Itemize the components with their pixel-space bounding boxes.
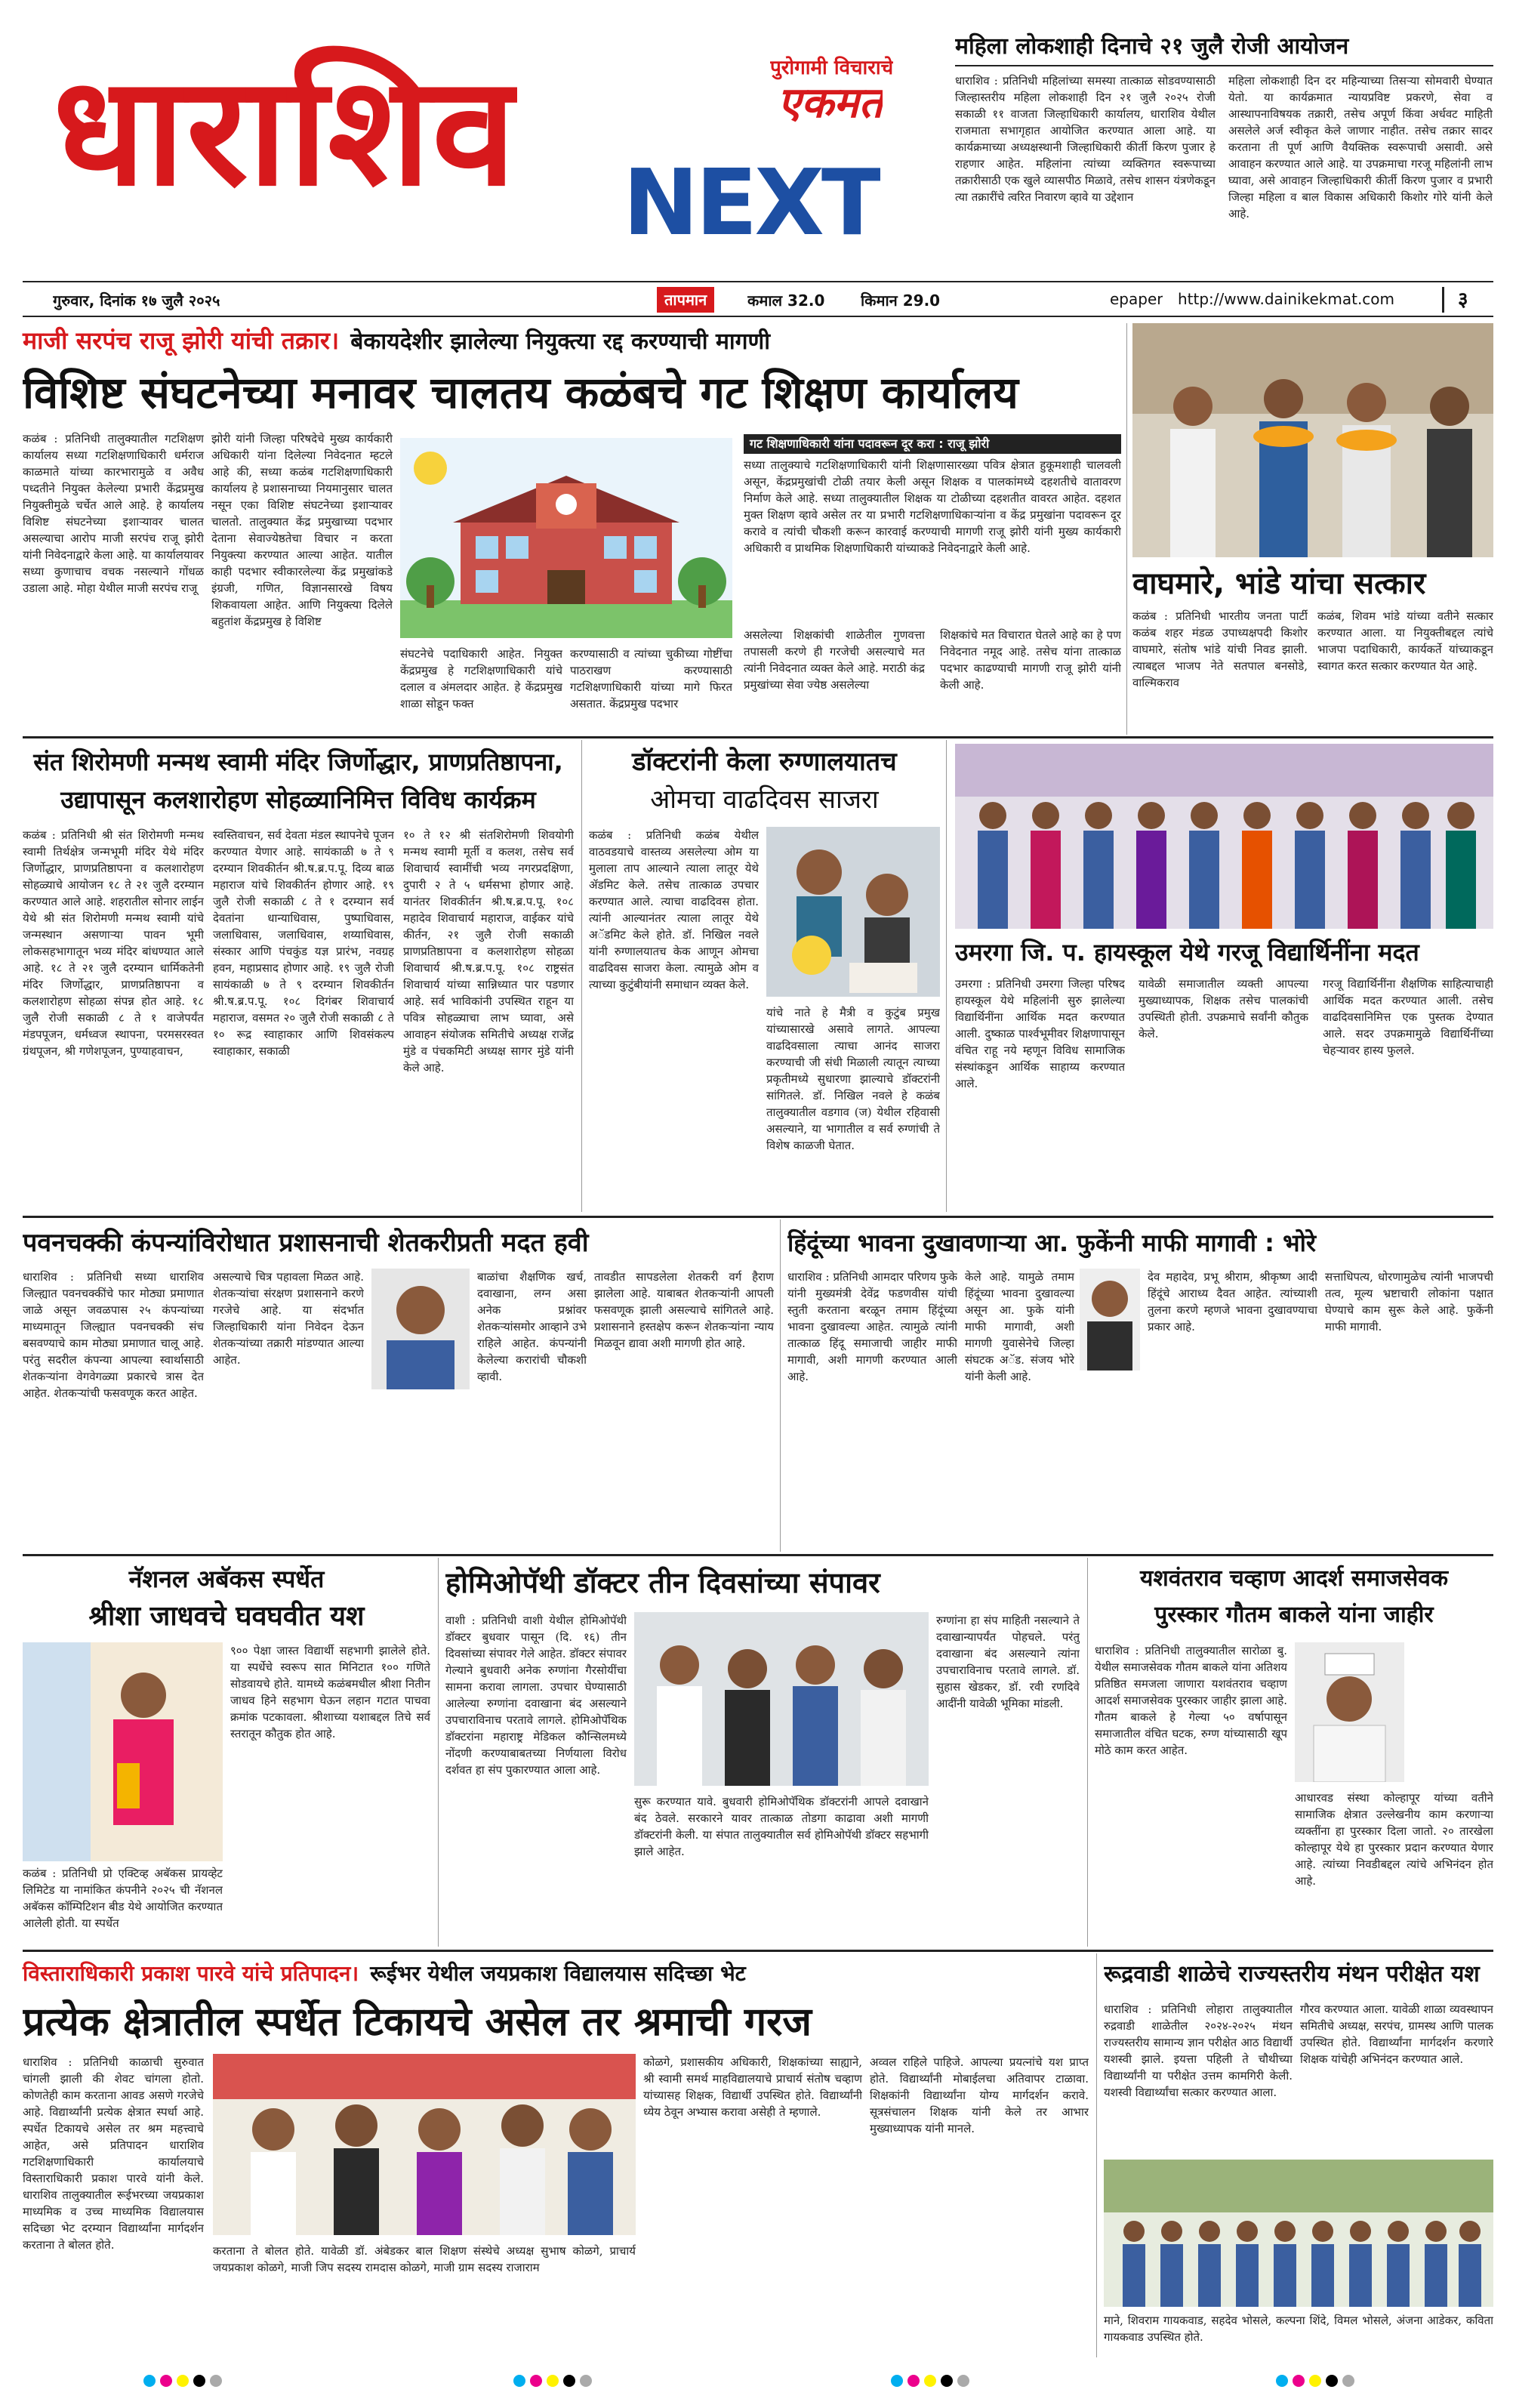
- felicitation-headline: वाघमारे, भांडे यांचा सत्कार: [1132, 566, 1426, 601]
- homeo-col1: वाशी : प्रतिनिधी वाशी येथील होमिओपॅथी डॉक्टर बुधवार पासून (दि. १६) तीन दिवसांच्या संपावर गेले आहेत. डॉक्टर संपावर गेल्याने बुधवारी अनेक रुग्णांना गैरसोयींचा सामना करावा लागला. उपचार घेण्यासाठी आलेल्या रुग्णांना दवाखाना बंद असल्याने उपचाराविनाच परतावे लागले. होमिओपॅथिक डॉक्टरांना महाराष्ट्र मेडिकल कौन्सिलमध्ये नोंदणी करण्याबाबतच्या निर्णयाला विरोध दर्शवत हा संप पुकारण्यात आला आहे.: [445, 1614, 627, 1777]
- pravin-kicker-1: विस्ताराधिकारी प्रकाश पारवे यांचे प्रतिपादन।: [23, 1961, 359, 1986]
- lead-col6: असलेल्या शिक्षकांची शाळेतील गुणवत्ता तपासली करणे ही गरजेची असल्याचे मत त्यांनी निवेदनात व्यक्त केले आहे. मराठी कंद्र प्रमुखांच्या सेवा ज्येष्ठ असलेल्या: [744, 628, 925, 692]
- section-rule-4: [23, 1950, 1493, 1952]
- school-illustration: [400, 438, 732, 638]
- section-rule-2: [23, 1216, 1493, 1218]
- pravin-col4: अव्वल राहिले पाहिजे. आपल्या प्रयत्नांचे यश प्राप्त होते. विद्यार्थ्यांनी मोबाईलचा अतिवापर टाळावा. शिक्षकांनी विद्यार्थ्यांना योग्य मार्गदर्शन करावे. सूत्रसंचालन शिक्षक यांनी केले तर आभार मुख्याध्यापक यांनी मानले.: [870, 2055, 1089, 2135]
- temple-col2: स्वस्तिवाचन, सर्व देवता मंडल स्थापनेचे पूजन करण्यात येणार आहे. सायंकाळी ७ ते ९ दरम्यान शिवकीर्तन श्री.ष.ब्र.प.पू. दिव्य बाळ महाराज यांचे शिवकीर्तन होणार आहे. १९ जुलै रोजी सकाळी ८ ते १ दरम्यान सर्व देवतांना धान्याधिवास, पुष्पाधिवास, जलाधिवास, जलाधिवास, शय्याधिवास, संस्कार आणि पंचकुंड यज्ञ प्रारंभ, नवग्रह हवन, महाप्रसाद होणार आहे. १९ जुलै रोजी सायंकाळी ७ ते ९ दरम्यान शिवकीर्तन श्री.ष.ब्र.प.पू. १०८ दिगंबर शिवाचार्य महाराज, वसमत २० जुलै रोजी सकाळी ८ ते १० रूद्र स्वाहाकार आणि शिवसंकल्प स्वाहाकार, सकाळी: [213, 828, 394, 1058]
- temple-headline-1: संत शिरोमणी मन्मथ स्वामी मंदिर जिर्णोद्धार, प्राणप्रतिष्ठापना,: [33, 748, 563, 776]
- hindu-col3: देव महादेव, प्रभू श्रीराम, श्रीकृष्ण आदी हिंदूंचे आराध्य दैवत आहेत. त्यांच्याशी तुलना करणे म्हणजे भावना दुखावण्याचा प्रकार आहे.: [1148, 1270, 1317, 1333]
- pravin-photo: [213, 2054, 636, 2235]
- abacus-headline-2: श्रीशा जाधवचे घवघवीत यश: [88, 1601, 365, 1632]
- issue-date: गुरुवार, दिनांक १७ जुलै २०२५: [53, 291, 220, 310]
- doctor-headline-2: ओमचा वाढदिवस साजरा: [650, 785, 879, 815]
- felicitation-col1: कळंब : प्रतिनिधी भारतीय जनता पार्टी कळंब शहर मंडळ उपाध्यक्षपदी किशोर वाघमारे, संतोष भांडे यांची निवड झाली. त्याबद्दल भाजप नेते सतपाल बनसोडे, वाल्मिकराव: [1132, 609, 1308, 689]
- doctor-col1: कळंब : प्रतिनिधी कळंब येथील वाठवडयाचे वास्तव्य असलेल्या ओम या मुलाला ताप आल्याने त्याला लातूर येथे ॲडमिट केले. तसेच तात्काळ उपचार करण्यात आले. त्याचा वाढदिवस होता. त्यांनी आल्यानंतर त्याला लातूर येथे अॅडमिट केले होते. डॉ. निखिल नवले यांनी रुग्णालयातच केक आणून ओमचा वाढदिवस साजरा केला. त्यामुळे ओम व त्याच्या कुटुंबीयांनी समाधान व्यक्त केले.: [589, 828, 759, 991]
- top-news-col2: महिला लोकशाही दिन दर महिन्याच्या तिसऱ्या सोमवारी घेण्यात येतो. या कार्यक्रमात न्यायप्रविष्ट प्रकरणे, सेवा व आस्थापनाविषयक तक्रारी, तसेच अपूर्ण किंवा अर्धवट माहिती असलेले अर्ज स्वीकृत केले जाणार नाहीत. तसेच तक्रार सादर करताना ती पूर्ण आणि वैयक्तिक स्वरूपाची असावी. असे आवाहन करण्यात आले आहे. या उपक्रमाचा गरजू महिलांनी लाभ घ्यावा, असे आवाहन जिल्हाधिकारी कीर्ती किरण पुजार व प्रभारी जिल्हा महिला व बाल विकास अधिकारी किशोर गोरे यांनी केले आहे.: [1228, 74, 1493, 220]
- umarga-col3: गरजू विद्यार्थिनींना शैक्षणिक साहित्याचाही आर्थिक मदत करण्यात आली. तसेच वाढदिवसानिमित्त एक पुस्तक देण्यात आले. सदर उपक्रमामुळे विद्यार्थिनींच्या चेहऱ्यावर हास्य फुलले.: [1323, 977, 1493, 1057]
- yashwant-headline-2: पुरस्कार गौतम बाकले यांना जाहीर: [1154, 1602, 1434, 1628]
- registration-marks-1: [143, 2375, 222, 2387]
- hindu-headline: हिंदूंच्या भावना दुखावणाऱ्या आ. फुकेंनी माफी मागावी : भोरे: [787, 1229, 1316, 1257]
- masthead-tagline: पुरोगामी विचाराचे: [770, 57, 894, 79]
- rudravadi-caption: माने, शिवराम गायकवाड, सहदेव भोसले, कल्पना शिंदे, विमल भोसले, अंजना आडेकर, कविता गायकवाड उपस्थित होते.: [1104, 2314, 1493, 2344]
- doctor-photo: [766, 827, 940, 997]
- top-news-box: [955, 30, 1493, 279]
- top-news-col1: धाराशिव : प्रतिनिधी महिलांच्या समस्या तात्काळ सोडवण्यासाठी जिल्हास्तरीय महिला लोकशाही दिन २१ जुलै २०२५ रोजी सकाळी ११ वाजता जिल्हाधिकारी कार्यालय, धाराशिव येथील राजमाता सभागृहात आयोजित करण्यात आला आहे. या कार्यक्रमाच्या अध्यक्षस्थानी जिल्हाधिकारी कीर्ती किरण पुजार हे राहणार आहेत. महिलांना त्यांच्या व्यक्तिगत स्वरूपाच्या तक्रारीसाठी एक खुले व्यासपीठ मिळावे, तसेच शासन यंत्रणेकडून त्या तक्रारींचे त्वरित निवारण व्हावे या उद्देशान: [955, 74, 1216, 204]
- masthead-edition: NEXT: [623, 151, 880, 256]
- masthead: [23, 30, 955, 279]
- lead-col7: शिक्षकांचे मत विचारात घेतले आहे का हे पण निवेदनात नमूद आहे. तसेच यांना तात्काळ पदभार काढण्याची मागणी राजू झोरी यांनी केली आहे.: [940, 628, 1121, 692]
- homeo-photo: [634, 1612, 929, 1786]
- homeo-col3: रुग्णांना हा संप माहिती नसल्याने ते दवाखान्यापर्यंत पोहचले. परंतु दवाखाना बंद असल्याने त्यांना उपचाराविनाच परतावे लागले. डॉ. सुहास खेडकर, डॉ. रवी रणदिवे आदींनी यावेळी भूमिका मांडली.: [936, 1614, 1080, 1710]
- yashwant-photo: [1295, 1642, 1404, 1782]
- lead-headline: विशिष्ट संघटनेच्या मनावर चालतय कळंबचे गट शिक्षण कार्यालय: [23, 367, 1018, 418]
- pravin-col1: धाराशिव : प्रतिनिधी काळाची सुरुवात चांगली झाली की शेवट चांगला होतो. कोणतेही काम करताना आवड असणे गरजेचे आहे. विद्यार्थ्यांनी प्रत्येक क्षेत्रात स्पर्धा आहे. स्पर्धेत टिकायचे असेल तर श्रम महत्त्वाचे आहेत, असे प्रतिपादन धाराशिव गटशिक्षणाधिकारी कार्यालयाचे विस्ताराधिकारी प्रकाश पारवे यांनी केले. धाराशिव तालुक्यातील रूईभरच्या जयप्रकाश माध्यमिक व उच्च माध्यमिक विद्यालयास सदिच्छा भेट दरम्यान विद्यार्थ्यांना मार्गदर्शन करताना ते बोलत होते.: [23, 2055, 204, 2252]
- homeo-headline: होमिओपॅथी डॉक्टर तीन दिवसांच्या संपावर: [445, 1566, 880, 1599]
- umarga-col2: यावेळी समाजातील व्यक्ती आपल्या मुख्याध्यापक, शिक्षक तसेच पालकांची उपस्थिती होती. उपक्रमाचे सर्वांनी कौतुक केले.: [1139, 977, 1308, 1041]
- rudravadi-col2: गौरव करण्यात आला. यावेळी शाळा व्यवस्थापन समितीचे अध्यक्ष, सरपंच, ग्रामस्थ आणि पालक उपस्थित होते. विद्यार्थ्यांना मार्गदर्शन करणारे शिक्षक यांचेही अभिनंदन करण्यात आले.: [1300, 2003, 1493, 2066]
- page-number: ३: [1442, 287, 1468, 313]
- site-url[interactable]: http://www.dainikekmat.com: [1178, 290, 1395, 308]
- pravin-kicker: [23, 1957, 1095, 1992]
- pravin-col3: कोळगे, प्रशासकीय अधिकारी, शिक्षकांच्या साह्याने, श्री स्वामी समर्थ माहविद्यालयाचे प्राचार्य संतोष चव्हाण यांच्यासह शिक्षक, विद्यार्थी उपस्थित होते. विद्यार्थ्यांनी ध्येय ठेवून अभ्यास करावा असेही ते म्हणाले.: [643, 2055, 862, 2119]
- date-strip: [23, 287, 1493, 314]
- windmill-headline: पवनचक्की कंपन्यांविरोधात प्रशासनाची शेतकरीप्रती मदत हवी: [23, 1228, 589, 1258]
- hindu-col2: केले आहे. यामुळे तमाम हिंदूंच्या भावना दुखावल्या असून आ. फुके यांनी माफी मागावी, अशी मागणी युवासेनेचे जिल्हा संघटक अॅड. संजय भोरे यांनी केली आहे.: [965, 1270, 1074, 1383]
- windmill-person-photo: [371, 1269, 470, 1389]
- lead-col5: सध्या तालुक्याचे गटशिक्षणाधिकारी यांनी शिक्षणासारख्या पवित्र क्षेत्रात हुकूमशाही चालवली असून, केंद्रप्रमुखांची टोळी तयार केली असून शिक्षक व पालकांमध्ये दहशतीचे वातावरण निर्माण केले आहे. सध्या तालुक्यातील शिक्षक या टोळीच्या दहशतीत वावरत आहेत. दहशत मुक्त शिक्षण व्हावे असेल तर या प्रभारी गटशिक्षणाधिकाऱ्यांना व केंद्र प्रमुखांना पदावरून दूर करावे व त्यांची चौकशी करून कारवाई करण्याची मागणी राजू झोरी यांनी मुख्य कार्यकारी अधिकारी व प्राथमिक शिक्षणाधिकारी यांच्याकडे निवेदनाद्वारे केली आहे.: [744, 458, 1121, 555]
- abacus-col2: ९०० पेक्षा जास्त विद्यार्थी सहभागी झालेले होते. या स्पर्धेचे स्वरूप सात मिनिटात १०० गणिते सोडवायचे होते. यामध्ये कळंबमधील श्रीशा नितीन जाधव हिने सहभाग घेऊन लहान गटात पाचवा क्रमांक पटकावला. श्रीशाच्या यशाबद्दल तिचे सर्व स्तरातून कौतुक होत आहे.: [230, 1644, 430, 1740]
- yashwant-col2: आधारवड संस्था कोल्हापूर यांच्या वतीने सामाजिक क्षेत्रात उल्लेखनीय काम करणाऱ्या व्यक्तींना हा पुरस्कार दिला जातो. २० तारखेला कोल्हापूर येथे हा पुरस्कार प्रदान करण्यात येणार आहे. त्यांच्या निवडीबद्दल त्यांचे अभिनंदन होत आहे.: [1295, 1791, 1493, 1888]
- windmill-col4: तावडीत सापडलेला शेतकरी वर्ग हैराण झालेला आहे. याबाबत शेतकऱ्यांनी आपली फसवणूक झाली असल्याचे सांगितले आहे. प्रशासनाने हस्तक्षेप करून शेतकऱ्यांना न्याय मिळवून द्यावा अशी मागणी होत आहे.: [594, 1270, 774, 1350]
- homeo-col2: सुरू करण्यात यावे. बुधवारी होमिओपॅथिक डॉक्टरांनी आपले दवाखाने बंद ठेवले. सरकारने यावर तात्काळ तोडगा काढावा अशी मागणी डॉक्टरांनी केली. या संपात तालुक्यातील सर्व होमिओपॅथी डॉक्टर सहभागी झाले आहेत.: [634, 1795, 929, 1858]
- lead-col4: करण्यासाठी व त्यांच्या चुकीच्या गोष्टींचा पाठराखण करण्यासाठी गटशिक्षणाधिकारी यांच्या मागे फिरत असतात. केंद्रप्रमुख पदभार: [570, 647, 732, 711]
- abacus-col1: कळंब : प्रतिनिधी प्रो एक्टिव्ह अबॅकस प्रायव्हेट लिमिटेड या नामांकित कंपनीने २०२५ ची नॅशनल अबॅकस कॉम्पिटिशन बीड येथे आयोजित करण्यात आलेली होती. या स्पर्धेत: [23, 1867, 223, 1930]
- abacus-photo: [23, 1642, 223, 1861]
- date-rule: [23, 316, 1493, 317]
- doctor-col2: यांचे नाते हे मैत्री व कुटुंब प्रमुख यांच्यासारखे असावे लागते. आपल्या वाढदिवसाला त्याचा आनंद साजरा करण्याची जी संधी मिळाली त्यातून त्याच्या प्रकृतीमध्ये सुधारणा झाल्याचे डॉक्टरांनी सांगितले. डॉ. निखिल नवले हे कळंब तालुक्यातील वडगाव (ज) येथील रहिवासी असल्याने, या भागातील व सर्व रुग्णांची ते विशेष काळजी घेतात.: [766, 1006, 940, 1152]
- registration-marks-4: [1276, 2375, 1354, 2387]
- temp-max: कमाल 32.0: [747, 291, 825, 310]
- hindu-col4: सत्ताधिपत्य, धोरणामुळेच त्यांनी भाजपची तत्व, मूल्य भ्रष्टाचारी लोकांना पक्षात घेण्याचे काम सुरू केले आहे. फुकेंनी माफी मागावी.: [1325, 1270, 1493, 1333]
- rudravadi-headline: रूद्रवाडी शाळेचे राज्यस्तरीय मंथन परीक्षेत यश: [1104, 1961, 1480, 1987]
- section-rule-1: [23, 736, 1493, 738]
- lead-kicker: [23, 323, 1125, 359]
- masthead-paper: एकमत: [778, 79, 883, 128]
- temp-label: तापमान: [657, 287, 714, 313]
- lead-subhead: गट शिक्षणाधिकारी यांना पदावरून दूर करा : राजू झोरी: [744, 434, 1121, 454]
- umarga-headline: उमरगा जि. प. हायस्कूल येथे गरजू विद्यार्थिनींना मदत: [955, 938, 1419, 967]
- lead-kicker-1: माजी सरपंच राजू झोरी यांची तक्रार।: [23, 326, 340, 355]
- section-rule-3: [23, 1554, 1493, 1556]
- yashwant-col1: धाराशिव : प्रतिनिधी तालुक्यातील सारोळा बु. येथील समाजसेवक गौतम बाकले यांना अतिशय प्रतिष्ठित समजला जाणारा यशवंतराव चव्हाण आदर्श समाजसेवक पुरस्कार जाहीर झाला आहे. गौतम बाकले हे गेल्या ५० वर्षापासून समाजातील वंचित घटक, रुग्ण यांच्यासाठी खूप मोठे काम करत आहेत.: [1095, 1644, 1287, 1757]
- temple-headline-2: उद्यापासून कलशारोहण सोहळ्यानिमित्त विविध कार्यक्रम: [60, 785, 536, 814]
- temp-min: किमान 29.0: [861, 291, 941, 310]
- yashwant-headline-1: यशवंतराव चव्हाण आदर्श समाजसेवक: [1140, 1565, 1448, 1592]
- felicitation-col2: कळंब, शिवम भांडे यांच्या वतीने सत्कार करण्यात आला. या नियुक्तीबद्दल त्यांचे भाजपा पदाधिकारी, कार्यकर्ते यांच्याकडून स्वागत करत सत्कार करण्यात येत आहे.: [1317, 609, 1493, 673]
- rudravadi-col1: धाराशिव : प्रतिनिधी लोहारा तालुक्यातील रुद्रवाडी शाळेतील २०२४-२०२५ मंथन राज्यस्तरीय सामान्य ज्ञान परीक्षेत आठ विद्यार्थी यशस्वी झाले. इयत्ता पहिली ते चौथीच्या विद्यार्थ्यांनी या परीक्षेत उत्तम कामगिरी केली. यशस्वी विद्यार्थ्यांचा सत्कार करण्यात आला.: [1104, 2003, 1293, 2099]
- windmill-col1: धाराशिव : प्रतिनिधी सध्या धाराशिव जिल्ह्यात पवनचक्कींचे फार मोठ्या प्रमाणात जाळे असून जवळपास २५ कंपन्यांच्या माध्यमातून जिल्ह्यात पवनचक्की संच बसवण्याचे काम मोठ्या प्रमाणात चालू आहे. परंतु सदरील कंपन्या आपल्या स्वार्थासाठी शेतकऱ्यांना वेगवेगळ्या प्रकारचे त्रास देत आहेत. शेतकऱ्यांची फसवणूक करत आहेत.: [23, 1270, 204, 1400]
- temple-col1: कळंब : प्रतिनिधी श्री संत शिरोमणी मन्मथ स्वामी तिर्थक्षेत्र जन्मभूमी मंदिर येथे मंदिर जिर्णोद्धार, प्राणप्रतिष्ठापना व कलशारोहण सोहळ्याचे आयोजन १८ ते २१ जुलै दरम्यान करण्यात आले आहे. शहरातील सोनार लाईन येथे श्री संत शिरोमणी मन्मथ स्वामी यांचे जन्मस्थान असणाऱ्या पावन भूमी लोकसहभागातून भव्य मंदिर बांधण्यात आले आहे. १८ ते २१ जुलै दरम्यान धार्मिकतेनी मंदिर जिर्णोद्धार, प्राणप्रतिष्ठापना व कलशारोहण सोहळा संपन्न होत आहे. १८ जुलै रोजी सकाळी ८ ते १ वाजेपर्यंत मंडपपूजन, धर्मध्वज स्थापना, परमसरस्वत ग्रंथपूजन, श्री गणेशपूजन, पुण्याहवाचन,: [23, 828, 204, 1058]
- registration-marks-2: [513, 2375, 592, 2387]
- umarga-col1: उमरगा : प्रतिनिधी उमरगा जिल्हा परिषद हायस्कूल येथे महिलांनी सुरु झालेल्या विद्यार्थिनींना आर्थिक मदत करण्यात आली. दुष्काळ पार्श्वभूमीवर शिक्षणापासून वंचित राहू नये म्हणून विविध सामाजिक संस्थांकडून आर्थिक साहाय्य करण्यात आले.: [955, 977, 1125, 1090]
- lead-col3: संघटनेचे पदाधिकारी आहेत. नियुक्त केंद्रप्रमुख हे गटशिक्षणाधिकारी यांचे दलाल व अंमलदार आहेत. हे केंद्रप्रमुख शाळा सोडून फक्त: [400, 647, 562, 711]
- hindu-col1: धाराशिव : प्रतिनिधी आमदार परिणय फुके यांनी मुख्यमंत्री देवेंद्र फडणवीस यांची स्तुती करताना बरळून तमाम हिंदूंच्या भावना दुखावल्या आहेत. त्यामुळे त्यांनी तात्काळ हिंदू समाजाची जाहीर माफी मागावी, अशी मागणी करण्यात आली आहे.: [787, 1270, 957, 1383]
- registration-marks-3: [891, 2375, 969, 2387]
- lead-col2: झोरी यांनी जिल्हा परिषदेचे मुख्य कार्यकारी अधिकारी यांना दिलेल्या निवेदनात म्हटले आहे की, सध्या कळंब गटशिक्षणाधिकारी कार्यालय हे प्रशासनाच्या नियमानुसार चालत नसून एका विशिष्ट संघटनेच्या इशाऱ्यावर चालतो. तालुक्यात केंद्र प्रमुखाच्या पदभार देताना सेवाज्येष्ठतेचा विचार न करता नियुक्त्या करण्यात आल्या आहेत. यातील काही पदभार स्वीकारलेल्या केंद्र प्रमुखांकडे इंग्रजी, गणित, विज्ञानसारखे विषय शिकवायला आहेत. आणि नियुक्त्या दिलेले बहुतांश केंद्रप्रमुख हे विशिष्ट: [211, 432, 393, 628]
- lead-kicker-2: बेकायदेशीर झालेल्या नियुक्त्या रद्द करण्याची मागणी: [350, 328, 771, 355]
- felicitation-photo: [1132, 323, 1493, 557]
- pravin-headline: प्रत्येक क्षेत्रातील स्पर्धेत टिकायचे असेल तर श्रमाची गरज: [23, 1999, 812, 2045]
- epaper-label: epaper: [1110, 290, 1163, 308]
- umarga-photo: [955, 744, 1493, 929]
- pravin-col2: करताना ते बोलत होते. यावेळी डॉ. अंबेडकर बाल शिक्षण संस्थेचे अध्यक्ष सुभाष कोळगे, प्राचार्य जयप्रकाश कोळगे, माजी जिप सदस्य रामदास कोळगे, माजी ग्राम सदस्य राजाराम: [213, 2244, 636, 2274]
- windmill-col2: असल्याचे चित्र पहावला मिळत आहे. शेतकऱ्यांचा संरक्षण प्रशासनाने करणे गरजेचे आहे. या संदर्भात जिल्हाधिकारी यांना निवेदन देऊन शेतकऱ्यांच्या तक्रारी मांडण्यात आल्या आहेत.: [213, 1270, 364, 1367]
- pravin-kicker-2: रूईभर येथील जयप्रकाश विद्यालयास सदिच्छा भेट: [370, 1961, 746, 1986]
- top-news-title: महिला लोकशाही दिनाचे २१ जुलै रोजी आयोजन: [955, 33, 1349, 60]
- lead-col1: कळंब : प्रतिनिधी तालुक्यातील गटशिक्षण कार्यालय सध्या गटशिक्षणाधिकारी धर्मराज काळमाते यांच्या कारभारामुळे व अवैध पध्दतीने नियुक्त केलेल्या प्रभारी केंद्रप्रमुख नियुक्तीमुळे चर्चेत आले आहे. हे कार्यालय विशिष्ट संघटनेच्या इशाऱ्यावर चालत असल्याचा आरोप माजी सरपंच राजू झोरी यांनी निवेदनाद्वारे केला आहे. या कार्यालयावर सध्या कुणाचाच वचक नसल्याने गोंधळ उडाला आहे. मोहा येथील माजी सरपंच राजू: [23, 432, 204, 595]
- masthead-rule: [23, 281, 1493, 282]
- windmill-col3: बाळांचा शैक्षणिक खर्च, दवाखाना, लग्न असा अनेक प्रश्नांवर शेतकऱ्यांसमोर आव्हाने उभे राहिले आहेत. कंपन्यांनी केलेल्या करारांची चौकशी व्हावी.: [477, 1270, 587, 1383]
- doctor-headline-1: डॉक्टरांनी केला रुग्णालयातच: [632, 747, 897, 777]
- rudravadi-photo: [1104, 2160, 1493, 2307]
- masthead-brand: धाराशिव: [53, 44, 518, 220]
- abacus-headline-1: नॅशनल अबॅकस स्पर्धेत: [128, 1565, 325, 1593]
- hindu-person-photo: [1080, 1269, 1140, 1370]
- temple-col3: १० ते १२ श्री संतशिरोमणी शिवयोगी मन्मथ स्वामी मूर्ती व कलश, तसेच सर्व शिवाचार्य स्वामींची भव्य नगरप्रदक्षिणा, दुपारी २ ते ५ धर्मसभा होणार आहे. यानंतर शिवकीर्तन श्री.ष.ब्र.प.पू. १०८ महादेव शिवाचार्य महाराज, वाईकर यांचे कीर्तन, २१ जुलै रोजी सकाळी प्राणप्रतिष्ठापना व कलशारोहण सोहळा शिवाचार्य श्री.ष.ब्र.प.पू. १०८ राष्ट्रसंत शिवाचार्य यांच्या सान्निध्यात पार पडणार आहे. सर्व भाविकांनी उपस्थित राहून या पवित्र सोहळ्याचा लाभ घ्यावा, असे आवाहन संयोजक समितीचे अध्यक्ष राजेंद्र मुंडे व पंचकमिटी अध्यक्ष सागर मुंडे यांनी केले आहे.: [403, 828, 574, 1075]
